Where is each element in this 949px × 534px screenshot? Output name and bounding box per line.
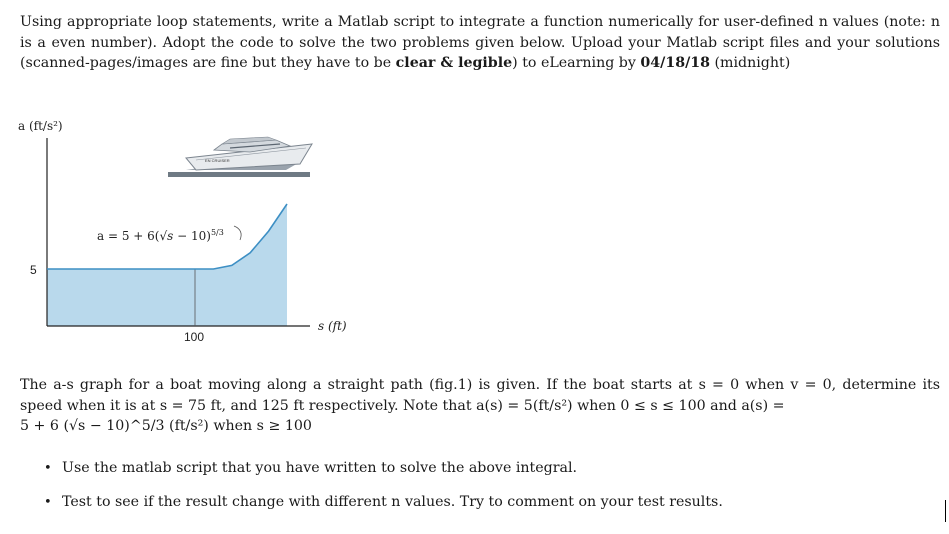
problem-statement	[20, 375, 940, 437]
due-date: 04/18/18	[640, 55, 711, 71]
task-text: Test to see if the result change with different n values. Try to comment on your test results.	[62, 494, 723, 510]
task-item: • Test to see if the result change with different n values. Try to comment on your test results.	[44, 494, 723, 510]
water-strip	[168, 172, 310, 177]
y-tick-5: 5	[30, 263, 37, 277]
problem-text-line1: The a-s graph for a boat moving along a straight path (fig.1) is given. If the boat starts at s = 0 when v = 0, determine its speed when it is at s = 75 ft, and 125 ft respectively. Note that a(s) = 5(ft/s²) when 0 ≤ s ≤ 100 and a(s) =	[20, 377, 940, 414]
boat-illustration	[168, 137, 312, 177]
equation-label: $a = 5 + 6(√s - 10)^{5/3}$	[97, 228, 224, 243]
equation-pointer	[234, 226, 241, 240]
problem-text-line2: 5 + 6 (√s − 10)^5/3 (ft/s²) when s ≥ 100	[20, 418, 312, 434]
instructions-text-2: ) to eLearning by	[512, 55, 641, 71]
assignment-instructions	[20, 12, 940, 74]
instructions-text: Using appropriate loop statements, write a Matlab script to integrate a function numerically for user-defined n values (note: n is a even number). Adopt the code to solve the two problems given below. Upload your Matlab script files and your solutions (scanned-pages/images are fine but they have to be	[20, 14, 940, 71]
x-axis-label: s (ft)	[318, 319, 347, 333]
task-item: • Use the matlab script that you have written to solve the above integral.	[44, 460, 577, 476]
boat-name-label: EN CRUISER	[205, 158, 230, 163]
task-text: Use the matlab script that you have written to solve the above integral.	[62, 460, 577, 476]
y-axis-label: a (ft/s²)	[18, 119, 63, 133]
area-under-curve	[47, 204, 287, 326]
instructions-text-3: (midnight)	[710, 55, 791, 71]
text-cursor	[945, 500, 946, 522]
a-s-graph-figure	[0, 100, 380, 350]
clear-legible-emphasis: clear & legible	[395, 55, 513, 71]
x-tick-100: 100	[184, 330, 205, 344]
